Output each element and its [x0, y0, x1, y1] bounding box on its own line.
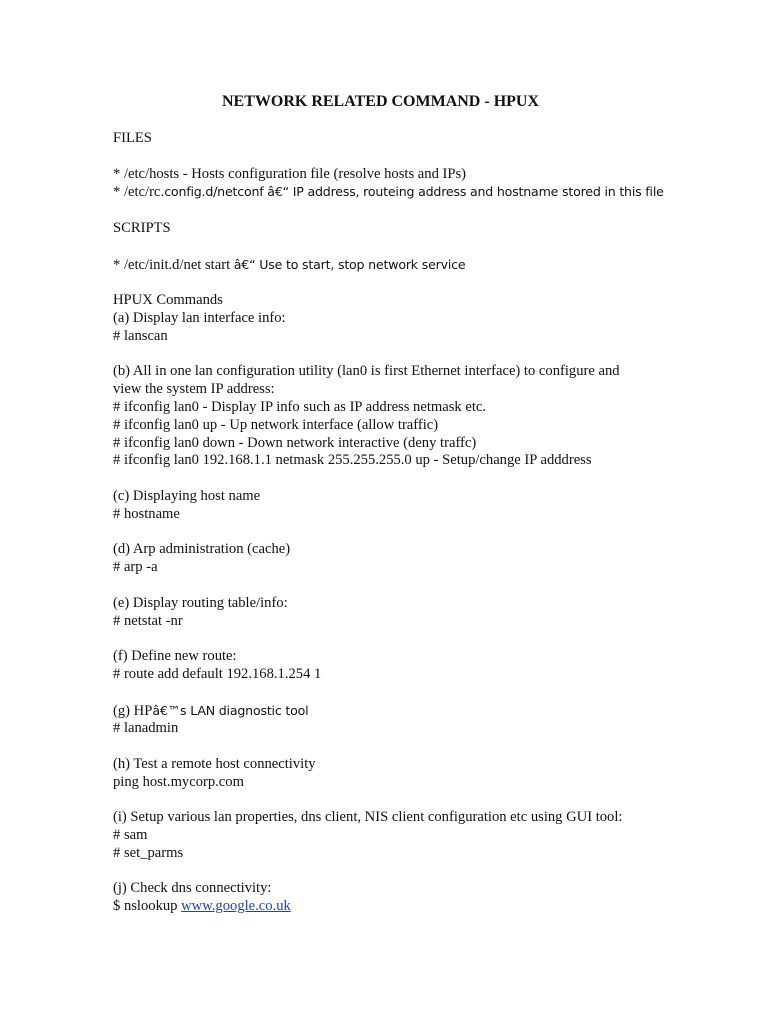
section-j-label: (j) Check dns connectivity: [113, 880, 272, 897]
section-i-command-2: # set_parms [113, 844, 184, 861]
section-b-command-2: # ifconfig lan0 up - Up network interface (allow traffic) [113, 416, 439, 433]
section-b-label-line-2: view the system IP address: [113, 381, 275, 398]
section-f-label: (f) Define new route: [113, 648, 237, 665]
section-i-command-1: # sam [113, 827, 148, 844]
section-f-command: # route add default 192.168.1.254 1 [113, 665, 322, 682]
section-g-label-rest: â€™s LAN diagnostic tool [152, 702, 309, 718]
files-item-netconf-prefix: * /etc/rc [113, 184, 161, 201]
section-h-command: ping host.mycorp.com [113, 773, 244, 790]
document-page [113, 92, 673, 916]
section-b-command-3: # ifconfig lan0 down - Down network interactive (deny traffc) [113, 434, 477, 451]
scripts-heading: SCRIPTS [113, 219, 171, 236]
page-title: NETWORK RELATED COMMAND - HPUX [221, 93, 540, 110]
section-e-command: # netstat -nr [113, 612, 183, 629]
section-c-command: # hostname [113, 505, 180, 522]
section-d-command: # arp -a [113, 559, 158, 576]
section-g-label-prefix: (g) HP [113, 702, 153, 719]
section-g-label [113, 702, 673, 721]
section-g-command: # lanadmin [113, 720, 179, 737]
files-heading: FILES [113, 130, 152, 146]
scripts-item-rest: â€“ Use to start, stop network service [233, 256, 466, 272]
section-a-command: # lanscan [113, 327, 168, 344]
section-b-command-1: # ifconfig lan0 - Display IP info such as IP address netmask etc. [113, 398, 487, 415]
scripts-item-prefix: * /etc/init.d/net start [113, 256, 234, 273]
section-c-label: (c) Displaying host name [113, 487, 261, 504]
section-i-label: (i) Setup various lan properties, dns client, NIS client configuration etc using GUI tool: [113, 809, 623, 826]
section-j-command-prefix: $ nslookup [113, 898, 182, 915]
files-item-hosts: * /etc/hosts - Hosts configuration file (resolve hosts and IPs) [113, 165, 467, 182]
section-j-command [113, 898, 673, 916]
section-e-label: (e) Display routing table/info: [113, 594, 288, 611]
section-b-command-4: # ifconfig lan0 192.168.1.1 netmask 255.255.255.0 up - Setup/change IP adddress [113, 452, 592, 469]
google-link[interactable]: www.google.co.uk [181, 898, 291, 915]
section-d-label: (d) Arp administration (cache) [113, 541, 291, 558]
hpux-commands-heading: HPUX Commands [113, 292, 223, 309]
files-item-netconf-rest: .config.d/netconf â€“ IP address, routeing address and hostname stored in this file [160, 184, 664, 200]
section-b-label-line-1: (b) All in one lan configuration utility (lan0 is first Ethernet interface) to configure and [113, 363, 620, 380]
files-item-netconf [113, 183, 673, 202]
section-a-label: (a) Display lan interface info: [113, 309, 286, 326]
section-h-label: (h) Test a remote host connectivity [113, 755, 316, 772]
scripts-item-net-start [113, 256, 673, 275]
